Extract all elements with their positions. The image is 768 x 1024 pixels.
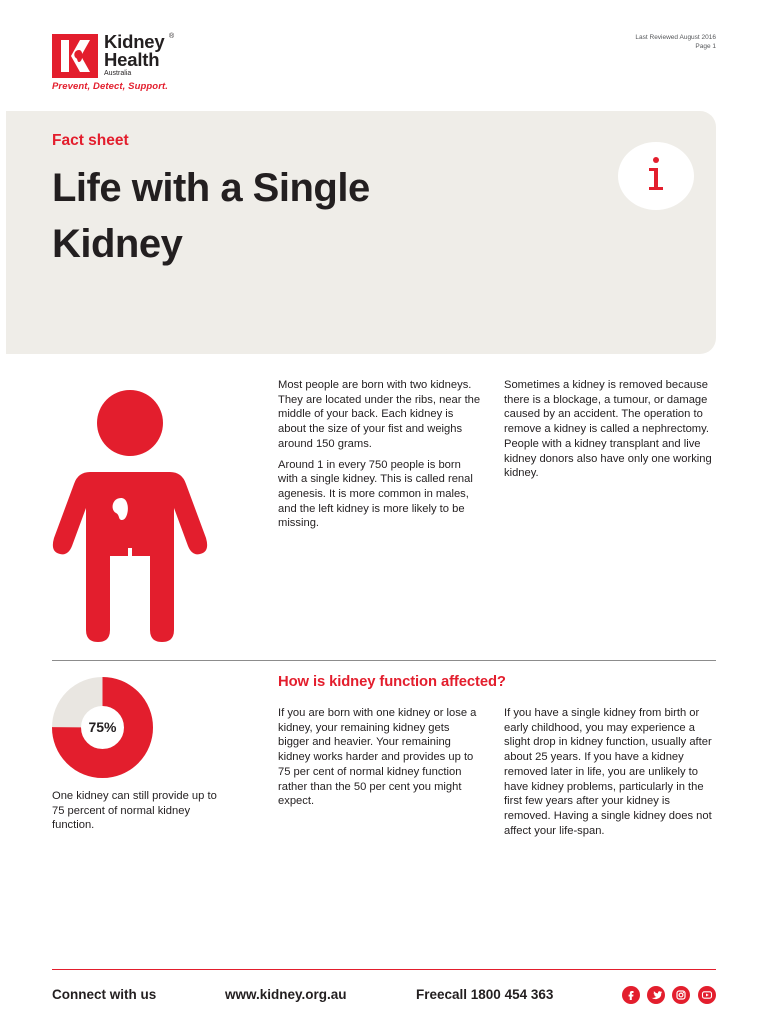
last-reviewed-text: Last Reviewed August 2016 xyxy=(635,34,716,41)
intro-left-column xyxy=(278,378,483,531)
youtube-icon[interactable] xyxy=(698,986,716,1004)
section-divider xyxy=(52,660,716,661)
function-right-column xyxy=(504,706,719,838)
freecall-number: Freecall 1800 454 363 xyxy=(416,987,554,1002)
fact-sheet-label: Fact sheet xyxy=(52,132,129,149)
instagram-icon[interactable] xyxy=(672,986,690,1004)
function-left-column xyxy=(278,706,483,809)
function-paragraph: If you have a single kidney from birth or early childhood, you may experience a slight drop in kidney function, usually after about 25 years. If you have a kidney removed later in life, you are unlikely to have kidney problems, particularly in the first few years after your kidney is removed. Having a single kidney does not affect your life-span. xyxy=(504,707,712,837)
twitter-icon[interactable] xyxy=(647,986,665,1004)
website-link[interactable]: www.kidney.org.au xyxy=(225,987,347,1002)
page-number: Page 1 xyxy=(695,43,716,50)
donut-percent-label: 75% xyxy=(88,719,117,735)
intro-paragraph: Sometimes a kidney is removed because there is a blockage, a tumour, or damage caused by an accident. The operation to remove a kidney is called a nephrectomy. People with a kidney transplant and live kidney donors also have only one working kidney. xyxy=(504,379,712,480)
intro-paragraph: Around 1 in every 750 people is born with a single kidney. This is called renal agenesis. It is more common in males, and the left kidney is more likely to be missing. xyxy=(278,458,473,530)
brand-country: Australia xyxy=(104,70,132,77)
donut-chart xyxy=(52,677,153,778)
function-paragraph: If you are born with one kidney or lose a kidney, your remaining kidney gets bigger and heavier. Your remaining kidney works harder and provides up to 75 per cent of normal kidney function rather than the 50 per cent you might expect. xyxy=(278,707,477,808)
intro-right-column xyxy=(504,378,719,481)
page-title: Life with a Single Kidney xyxy=(52,166,370,266)
registered-mark: ® xyxy=(169,33,175,40)
facebook-icon[interactable] xyxy=(622,986,640,1004)
kidney-health-logo xyxy=(52,30,192,94)
stat-caption: One kidney can still provide up to 75 percent of normal kidney function. xyxy=(52,790,217,832)
kidney-health-logo-mark-icon xyxy=(52,34,98,78)
footer-divider xyxy=(52,969,716,970)
review-meta xyxy=(635,33,716,51)
connect-label: Connect with us xyxy=(52,987,157,1002)
intro-paragraph: Most people are born with two kidneys. They are located under the ribs, near the middle of your back. Each kidney is about the size of your fist and weighs around 150 grams. xyxy=(278,379,481,450)
section-heading: How is kidney function affected? xyxy=(278,674,506,690)
brand-name: Kidney Health xyxy=(104,31,165,70)
person-with-kidney-icon xyxy=(50,380,210,642)
brand-tagline: Prevent, Detect, Support. xyxy=(52,81,168,92)
info-icon xyxy=(617,141,695,211)
